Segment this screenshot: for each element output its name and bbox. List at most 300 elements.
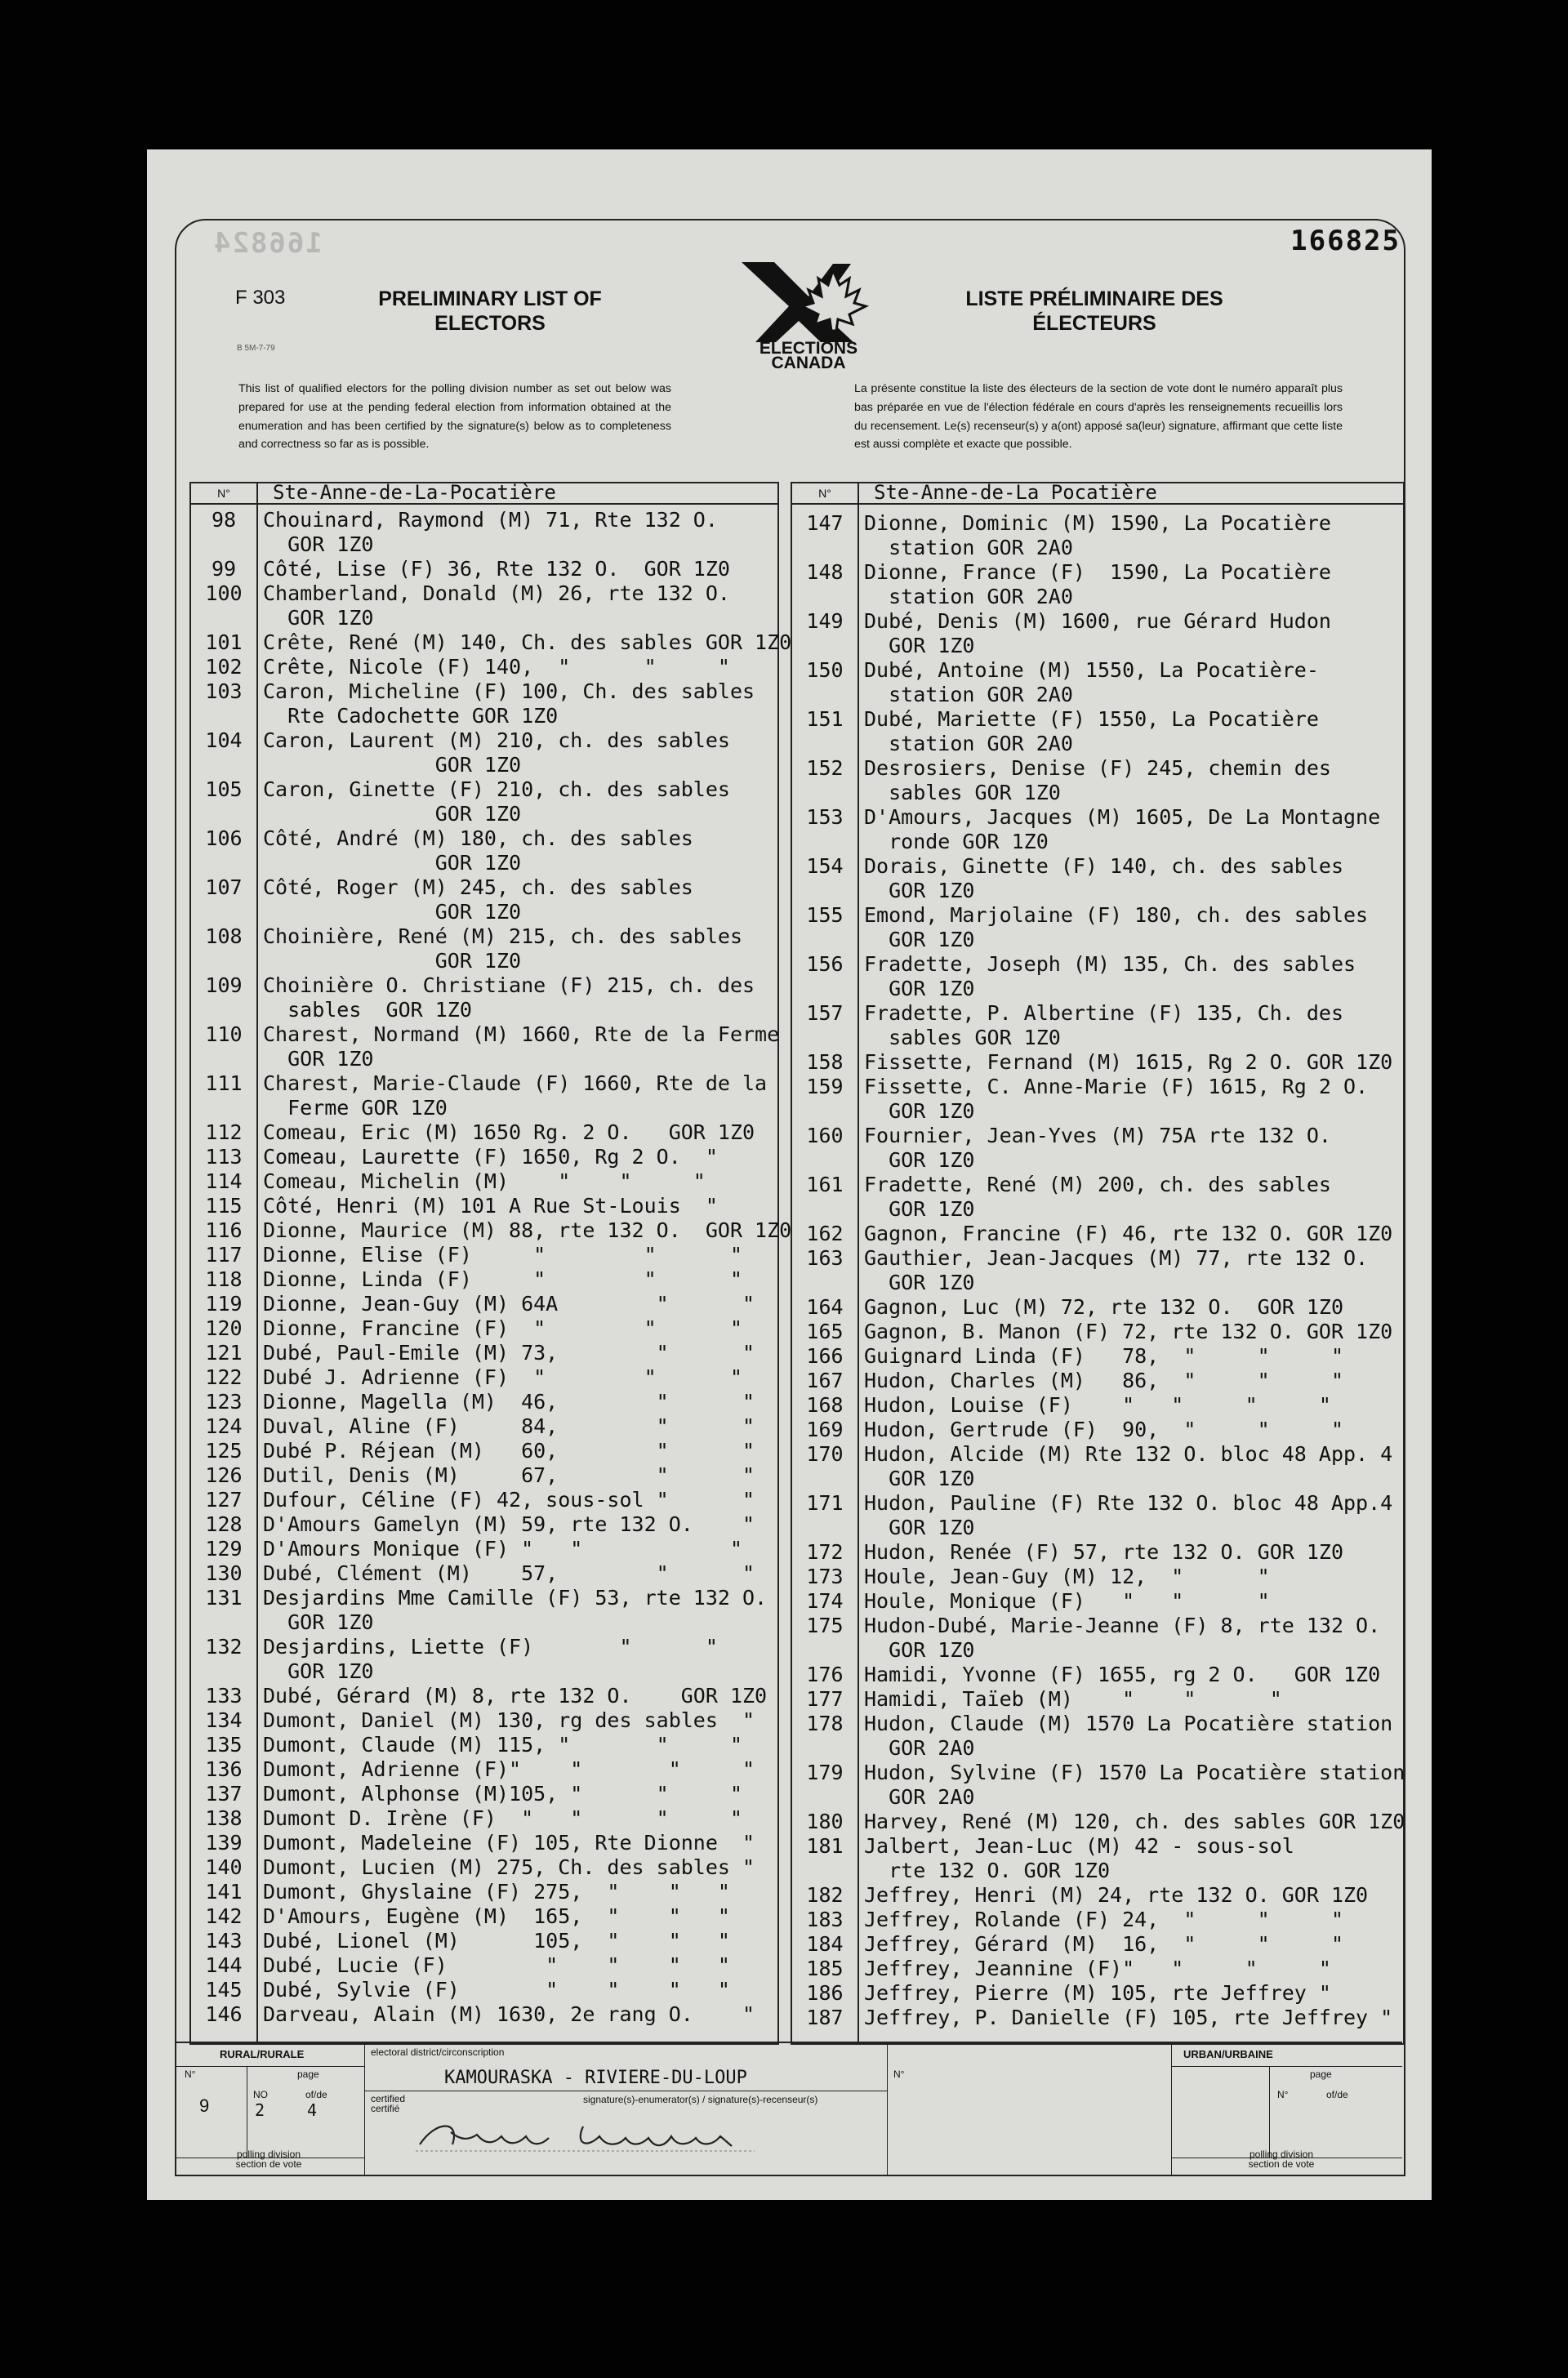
elector-entry: Choinière, René (M) 215, ch. des sables: [263, 924, 742, 948]
elector-line: [792, 609, 1331, 634]
elector-number: 119: [205, 1292, 243, 1316]
elector-entry: Dionne, Linda (F) " " ": [263, 1267, 742, 1291]
elector-entry: GOR 2A0: [864, 1785, 975, 1809]
elector-entry: Desrosiers, Denise (F) 245, chemin des: [864, 756, 1331, 780]
elector-number: 175: [806, 1614, 844, 1637]
page-total: 4: [307, 2100, 318, 2120]
title-french: LISTE PRÉLIMINAIRE DES ÉLECTEURS: [965, 287, 1223, 335]
elector-number: 159: [806, 1075, 844, 1098]
urban-page-label: page: [1310, 2069, 1332, 2080]
elector-entry: GOR 1Z0: [263, 1047, 374, 1071]
elector-line: [792, 1932, 1343, 1957]
elector-line: [191, 1537, 742, 1561]
elector-line: [191, 1439, 755, 1463]
elector-line: [191, 1145, 718, 1169]
rural-page-label: page: [297, 2069, 319, 2080]
elector-number: 184: [806, 1932, 844, 1956]
elector-line: [191, 1880, 730, 1904]
elector-line: [792, 805, 1380, 830]
elector-entry: Duval, Aline (F) 84, " ": [263, 1414, 755, 1438]
elector-number: 131: [205, 1586, 243, 1610]
elector-number: 150: [806, 658, 844, 682]
elector-entry: Fradette, René (M) 200, ch. des sables: [864, 1173, 1331, 1196]
elector-number: 108: [205, 924, 243, 948]
elector-line: [792, 1050, 1392, 1075]
elector-number: 103: [205, 679, 243, 703]
elector-number: 181: [806, 1834, 844, 1858]
elector-entry: Caron, Laurent (M) 210, ch. des sables: [263, 728, 730, 752]
elector-entry: Dubé, Clément (M) 57, " ": [263, 1561, 755, 1585]
elector-number: 124: [205, 1414, 243, 1438]
elector-entry: Gauthier, Jean-Jacques (M) 77, rte 132 O.: [864, 1246, 1369, 1270]
elector-number: 164: [806, 1295, 844, 1319]
elector-entry: Charest, Normand (M) 1660, Rte de la Ferme: [263, 1022, 780, 1046]
elector-number: 129: [205, 1537, 243, 1561]
elector-entry: Fradette, Joseph (M) 135, Ch. des sables: [864, 952, 1356, 976]
elector-entry: station GOR 2A0: [864, 585, 1073, 608]
elector-entry: GOR 1Z0: [864, 1099, 975, 1123]
elector-number: 152: [806, 756, 844, 780]
elector-number: 105: [205, 777, 243, 801]
elector-line: [191, 875, 693, 900]
elector-line: [792, 511, 1331, 536]
elector-entry: station GOR 2A0: [864, 536, 1073, 559]
district-name: KAMOURASKA - RIVIERE-DU-LOUP: [444, 2068, 747, 2088]
elector-line: [191, 1463, 755, 1488]
elector-number: 166: [806, 1344, 844, 1368]
urban-no2-label: N°: [1277, 2089, 1289, 2100]
elector-entry: GOR 1Z0: [864, 634, 975, 657]
elector-line: [792, 928, 974, 952]
elector-line: [792, 1075, 1368, 1099]
elector-number: 146: [205, 2002, 243, 2026]
elector-line: [792, 1271, 974, 1295]
elector-number: 143: [205, 1929, 243, 1953]
elector-line: [191, 1978, 730, 2002]
elector-entry: Gagnon, Luc (M) 72, rte 132 O. GOR 1Z0: [864, 1295, 1343, 1319]
elector-entry: Dutil, Denis (M) 67, " ": [263, 1463, 755, 1487]
elector-entry: Dumont, Adrienne (F)" " " ": [263, 1757, 755, 1781]
elector-entry: Dubé, Paul-Emile (M) 73, " ": [263, 1341, 755, 1365]
elector-line: [792, 1687, 1282, 1712]
elector-entry: Jeffrey, P. Danielle (F) 105, rte Jeffrey ": [864, 2006, 1393, 2029]
elector-number: 125: [205, 1439, 243, 1463]
elector-number: 100: [205, 581, 243, 605]
elector-number: 177: [806, 1687, 844, 1711]
elector-line: [191, 1390, 755, 1414]
elector-number: 148: [806, 560, 844, 584]
elector-number: 165: [806, 1320, 844, 1343]
elector-entry: Hamidi, Yvonne (F) 1655, rg 2 O. GOR 1Z0: [864, 1663, 1381, 1686]
elector-line: [792, 977, 974, 1001]
elector-line: [792, 1834, 1294, 1859]
elector-number: 145: [205, 1978, 243, 2002]
elector-entry: Fissette, Fernand (M) 1615, Rg 2 O. GOR 1Z0: [864, 1050, 1393, 1074]
elector-entry: ronde GOR 1Z0: [864, 830, 1049, 853]
elector-number: 179: [806, 1761, 844, 1784]
elector-line: [191, 1071, 767, 1096]
column-header: [191, 483, 777, 505]
elector-entry: D'Amours, Jacques (M) 1605, De La Montagne: [864, 805, 1381, 829]
elector-line: [792, 732, 1073, 756]
elector-entry: D'Amours Monique (F) " " ": [263, 1537, 742, 1561]
footer-block: [175, 2042, 1402, 2176]
elector-line: [792, 1344, 1343, 1369]
elector-entry: Hudon, Charles (M) 86, " " ": [864, 1369, 1343, 1392]
elector-entry: Hudon, Louise (F) " " " ": [864, 1393, 1331, 1417]
elector-number: 183: [806, 1908, 844, 1931]
elector-line: [191, 851, 521, 875]
elector-line: [191, 679, 755, 704]
elector-entry: Houle, Monique (F) " " ": [864, 1589, 1270, 1613]
urban-left-border: [1171, 2043, 1172, 2175]
elector-entry: GOR 1Z0: [864, 1516, 975, 1539]
elector-number: 168: [806, 1393, 844, 1417]
elector-line: [792, 1540, 1343, 1565]
elector-line: [191, 1316, 742, 1341]
elector-line: [191, 1218, 791, 1243]
elector-line: [191, 728, 730, 753]
elector-line: [191, 1586, 767, 1610]
elector-number: 176: [806, 1663, 844, 1686]
elector-number: 101: [205, 630, 243, 654]
elector-line: [191, 1194, 718, 1218]
elector-line: [792, 1516, 974, 1540]
urban-of-label: of/de: [1326, 2089, 1348, 2100]
elector-entry: Crête, Nicole (F) 140, " " ": [263, 655, 730, 679]
elector-entry: Dumont, Lucien (M) 275, Ch. des sables ": [263, 1855, 755, 1879]
serial-number-bleedthrough: 166824: [212, 227, 323, 260]
elector-line: [191, 1022, 779, 1047]
elections-canada-logo: [710, 246, 906, 368]
elector-entry: Dufour, Céline (F) 42, sous-sol " ": [263, 1488, 755, 1512]
elector-line: [792, 781, 1061, 805]
elector-number: 118: [205, 1267, 243, 1291]
elector-number: 137: [205, 1782, 243, 1806]
elector-entry: Dumont, Daniel (M) 130, rg des sables ": [263, 1708, 755, 1732]
elector-line: [792, 1565, 1270, 1589]
elector-entry: Choinière O. Christiane (F) 215, ch. des: [263, 973, 755, 997]
elector-number: 187: [806, 2006, 844, 2029]
elector-line: [792, 1246, 1368, 1271]
elector-line: [191, 1267, 742, 1292]
elector-line: [191, 924, 742, 949]
elector-line: [792, 1589, 1270, 1614]
elector-number: 102: [205, 655, 243, 679]
elector-number: 155: [806, 903, 844, 927]
elector-entry: GOR 1Z0: [263, 1610, 374, 1634]
elector-line: [191, 1782, 742, 1806]
elector-number: 153: [806, 805, 844, 829]
elector-entry: Crête, René (M) 140, Ch. des sables GOR 1Z0: [263, 630, 792, 654]
elector-entry: Dubé J. Adrienne (F) " " ": [263, 1365, 742, 1389]
elector-entry: Ferme GOR 1Z0: [263, 1096, 448, 1120]
elector-line: [191, 1341, 755, 1365]
elector-entry: Dubé, Lucie (F) " " " ": [263, 1953, 730, 1977]
column-header: [792, 483, 1403, 505]
elector-line: [792, 1173, 1331, 1197]
elector-number: 160: [806, 1124, 844, 1147]
elector-line: [191, 2002, 755, 2027]
elector-number: 147: [806, 511, 844, 535]
elector-line: [792, 1295, 1343, 1320]
elector-line: [191, 1953, 730, 1978]
elector-line: [792, 1467, 974, 1491]
elector-line: [792, 1222, 1392, 1246]
elector-number: 158: [806, 1050, 844, 1074]
elector-entry: Charest, Marie-Claude (F) 1660, Rte de la: [263, 1071, 768, 1095]
intro-text-english: This list of qualified electors for the polling division number as set out below was prepared for use at the pending federal election from information obtained at the enumeration and has been certified by the signature(s) below as to completeness and correctness so far as is possible.: [238, 382, 671, 452]
elector-entry: Houle, Jean-Guy (M) 12, " ": [864, 1565, 1270, 1588]
intro-text-french: La présente constitue la liste des électeurs de la section de vote dont le numéro apparaît plus bas préparée en vue de l'élection fédérale en cours d'après les renseignements recueillis lors du recensement. Le(s) recenseur(s) y a(ont) apposé sa(leur) signature, affirmant que cette liste est aussi complète et exacte que possible.: [854, 382, 1343, 452]
elector-line: [792, 1099, 974, 1124]
elector-number: 112: [205, 1120, 243, 1144]
elector-line: [191, 532, 373, 557]
elector-number: 173: [806, 1565, 844, 1588]
form-code: F 303: [235, 287, 286, 309]
urban-divider-2: [1269, 2066, 1270, 2158]
elector-line: [191, 1733, 742, 1757]
elector-number: 126: [205, 1463, 243, 1487]
elector-entry: Desjardins Mme Camille (F) 53, rte 132 O.: [263, 1586, 768, 1610]
elector-line: [792, 1761, 1405, 1785]
elector-number: 162: [806, 1222, 844, 1245]
elector-line: [792, 879, 974, 903]
elector-line: [191, 973, 755, 998]
rural-label: RURAL/RURALE: [220, 2048, 305, 2060]
place-header: Ste-Anne-de-La Pocatière: [874, 481, 1157, 504]
elector-line: [191, 1169, 706, 1194]
elector-line: [792, 707, 1319, 732]
elector-number: 136: [205, 1757, 243, 1781]
elector-number: 157: [806, 1001, 844, 1025]
page-no-label: NO: [253, 2089, 268, 2100]
elector-number: 130: [205, 1561, 243, 1585]
elector-entry: Hudon, Renée (F) 57, rte 132 O. GOR 1Z0: [864, 1540, 1343, 1564]
elector-line: [792, 1491, 1392, 1516]
elector-line: [191, 1488, 755, 1512]
elector-entry: station GOR 2A0: [864, 732, 1073, 755]
elector-entry: Dionne, France (F) 1590, La Pocatière: [864, 560, 1331, 584]
elector-line: [191, 581, 730, 606]
elector-entry: Dumont D. Irène (F) " " " ": [263, 1806, 742, 1830]
elector-entry: Jeffrey, Jeannine (F)" " " ": [864, 1957, 1331, 1980]
elector-entry: Dubé, Mariette (F) 1550, La Pocatière: [864, 707, 1319, 731]
elector-line: [191, 508, 718, 532]
elector-entry: GOR 1Z0: [263, 532, 374, 556]
elector-line: [792, 1124, 1331, 1148]
elector-number: 128: [205, 1512, 243, 1536]
elector-line: [191, 1414, 755, 1439]
serial-number: 166825: [1290, 225, 1401, 257]
elector-entry: Desjardins, Liette (F) " ": [263, 1635, 718, 1659]
elector-line: [191, 998, 472, 1022]
elector-line: [191, 606, 373, 630]
elector-line: [792, 683, 1073, 707]
form-sheet: [147, 149, 1432, 2200]
elector-entry: Hudon, Alcide (M) Rte 132 O. bloc 48 App. 4: [864, 1442, 1393, 1466]
elector-line: [191, 1365, 742, 1390]
elector-entry: GOR 1Z0: [263, 606, 374, 630]
page-of-label: of/de: [305, 2089, 327, 2100]
elector-entry: rte 132 O. GOR 1Z0: [864, 1859, 1111, 1882]
elector-line: [191, 1292, 755, 1316]
number-header: N°: [792, 483, 859, 503]
elector-entry: Caron, Micheline (F) 100, Ch. des sables: [263, 679, 755, 703]
elector-line: [191, 557, 730, 581]
district-label: electoral district/circonscription: [371, 2046, 505, 2058]
elector-number: 178: [806, 1712, 844, 1735]
elector-line: [792, 1883, 1368, 1908]
elector-line: [792, 1859, 1110, 1883]
elector-line: [191, 655, 730, 679]
elector-line: [792, 1320, 1392, 1344]
elector-entry: Dubé, Lionel (M) 105, " " ": [263, 1929, 730, 1953]
elector-number: 149: [806, 609, 844, 633]
elector-number: 144: [205, 1953, 243, 1977]
elector-entry: Dionne, Jean-Guy (M) 64A " ": [263, 1292, 755, 1316]
elector-line: [792, 658, 1319, 683]
elector-line: [792, 1663, 1380, 1687]
elector-number: 122: [205, 1365, 243, 1389]
elector-entry: station GOR 2A0: [864, 683, 1073, 706]
elector-entry: Harvey, René (M) 120, ch. des sables GOR 1Z0: [864, 1810, 1405, 1833]
elector-entry: Comeau, Laurette (F) 1650, Rg 2 O. ": [263, 1145, 718, 1169]
elector-line: [191, 753, 521, 777]
elector-entry: Dubé, Sylvie (F) " " " ": [263, 1978, 730, 2002]
elector-number: 161: [806, 1173, 844, 1196]
elector-number: 140: [205, 1855, 243, 1879]
elector-line: [792, 1442, 1392, 1467]
elector-number: 117: [205, 1243, 243, 1267]
urban-label: URBAN/URBAINE: [1183, 2048, 1273, 2060]
elector-line: [191, 1855, 755, 1880]
elector-entry: GOR 1Z0: [864, 1271, 975, 1294]
elector-line: [191, 802, 521, 826]
elector-line: [792, 536, 1073, 560]
elector-number: 151: [806, 707, 844, 731]
elector-number: 156: [806, 952, 844, 976]
urban-divider: [887, 2043, 888, 2175]
elector-line: [792, 1712, 1392, 1736]
elector-entry: Dubé P. Réjean (M) 60, " ": [263, 1439, 755, 1463]
elector-number: 174: [806, 1589, 844, 1613]
elector-line: [191, 704, 558, 728]
elector-number: 171: [806, 1491, 844, 1515]
elector-line: [792, 560, 1331, 585]
elector-entry: GOR 1Z0: [263, 753, 522, 777]
elector-line: [792, 756, 1331, 781]
elector-number: 114: [205, 1169, 243, 1193]
elector-entry: Comeau, Eric (M) 1650 Rg. 2 O. GOR 1Z0: [263, 1120, 755, 1144]
elector-entry: Dumont, Ghyslaine (F) 275, " " ": [263, 1880, 730, 1904]
elector-line: [191, 1757, 755, 1782]
elector-number: 172: [806, 1540, 844, 1564]
number-header: N°: [191, 483, 258, 503]
elector-line: [191, 1831, 755, 1855]
elector-line: [191, 1561, 755, 1586]
signature-label: signature(s)-enumerator(s) / signature(s)-recenseur(s): [583, 2094, 818, 2105]
elector-number: 142: [205, 1904, 243, 1928]
elector-entry: Hudon-Dubé, Marie-Jeanne (F) 8, rte 132 O.: [864, 1614, 1381, 1637]
enumerator-signature: [412, 2112, 795, 2161]
elector-entry: Dionne, Magella (M) 46, " ": [263, 1390, 755, 1414]
elector-line: [191, 1120, 755, 1145]
elector-line: [792, 1981, 1331, 2006]
elector-entry: Dionne, Francine (F) " " ": [263, 1316, 742, 1340]
elector-entry: Dionne, Maurice (M) 88, rte 132 O. GOR 1Z0: [263, 1218, 792, 1242]
elector-entry: D'Amours Gamelyn (M) 59, rte 132 O. ": [263, 1512, 755, 1536]
elector-line: [792, 2006, 1392, 2030]
elector-line: [191, 1512, 755, 1537]
elector-entry: GOR 1Z0: [864, 1197, 975, 1221]
elector-line: [191, 1708, 755, 1733]
elector-entry: Dubé, Denis (M) 1600, rue Gérard Hudon: [864, 609, 1331, 633]
elector-entry: Chamberland, Donald (M) 26, rte 132 O.: [263, 581, 730, 605]
elector-number: 109: [205, 973, 243, 997]
elector-entry: sables GOR 1Z0: [263, 998, 472, 1022]
elector-entry: Guignard Linda (F) 78, " " ": [864, 1344, 1343, 1368]
elector-number: 141: [205, 1880, 243, 1904]
elector-entry: Côté, Henri (M) 101 A Rue St-Louis ": [263, 1194, 718, 1218]
elector-number: 113: [205, 1145, 243, 1169]
elector-line: [191, 900, 521, 924]
elector-number: 104: [205, 728, 243, 752]
elector-line: [792, 1197, 974, 1222]
elector-entry: Côté, Roger (M) 245, ch. des sables: [263, 875, 693, 899]
elector-line: [792, 830, 1049, 854]
elector-line: [792, 1001, 1343, 1026]
elector-entry: Caron, Ginette (F) 210, ch. des sables: [263, 777, 730, 801]
elector-line: [792, 1638, 974, 1663]
elector-entry: Hudon, Pauline (F) Rte 132 O. bloc 48 App.4: [864, 1491, 1393, 1515]
polling-division-number: 9: [199, 2095, 210, 2116]
elector-number: 163: [806, 1246, 844, 1270]
elector-entry: sables GOR 1Z0: [864, 781, 1061, 804]
rural-rule: [175, 2066, 364, 2067]
elector-number: 99: [211, 557, 237, 581]
elector-entry: Gagnon, Francine (F) 46, rte 132 O. GOR 1Z0: [864, 1222, 1393, 1245]
elector-line: [191, 1047, 373, 1071]
elector-line: [792, 903, 1368, 928]
elector-entry: Chouinard, Raymond (M) 71, Rte 132 O.: [263, 508, 718, 532]
elector-number: 169: [806, 1418, 844, 1441]
elector-line: [191, 826, 693, 851]
elector-number: 116: [205, 1218, 243, 1242]
elector-number: 170: [806, 1442, 844, 1466]
elector-entry: Emond, Marjolaine (F) 180, ch. des sables: [864, 903, 1369, 927]
elector-line: [191, 949, 521, 973]
electors-column-right: [791, 482, 1405, 2045]
elector-line: [191, 1659, 373, 1684]
elector-entry: Hudon, Claude (M) 1570 La Pocatière station: [864, 1712, 1393, 1735]
elector-entry: Fradette, P. Albertine (F) 135, Ch. des: [864, 1001, 1343, 1025]
elector-line: [191, 1635, 718, 1659]
elector-entry: Côté, André (M) 180, ch. des sables: [263, 826, 693, 850]
elector-line: [792, 1908, 1343, 1932]
elector-number: 106: [205, 826, 243, 850]
elector-entry: Jeffrey, Pierre (M) 105, rte Jeffrey ": [864, 1981, 1331, 2005]
elector-line: [792, 1614, 1380, 1638]
elector-line: [191, 777, 730, 802]
urban-polling-label: polling division section de vote: [1248, 2149, 1315, 2170]
elector-entry: Jeffrey, Rolande (F) 24, " " ": [864, 1908, 1343, 1931]
elector-number: 138: [205, 1806, 243, 1830]
elector-entry: Dionne, Dominic (M) 1590, La Pocatière: [864, 511, 1331, 535]
elector-entry: GOR 1Z0: [263, 900, 522, 924]
elector-entry: GOR 1Z0: [263, 949, 522, 973]
elector-entry: Hamidi, Taïeb (M) " " ": [864, 1687, 1282, 1711]
